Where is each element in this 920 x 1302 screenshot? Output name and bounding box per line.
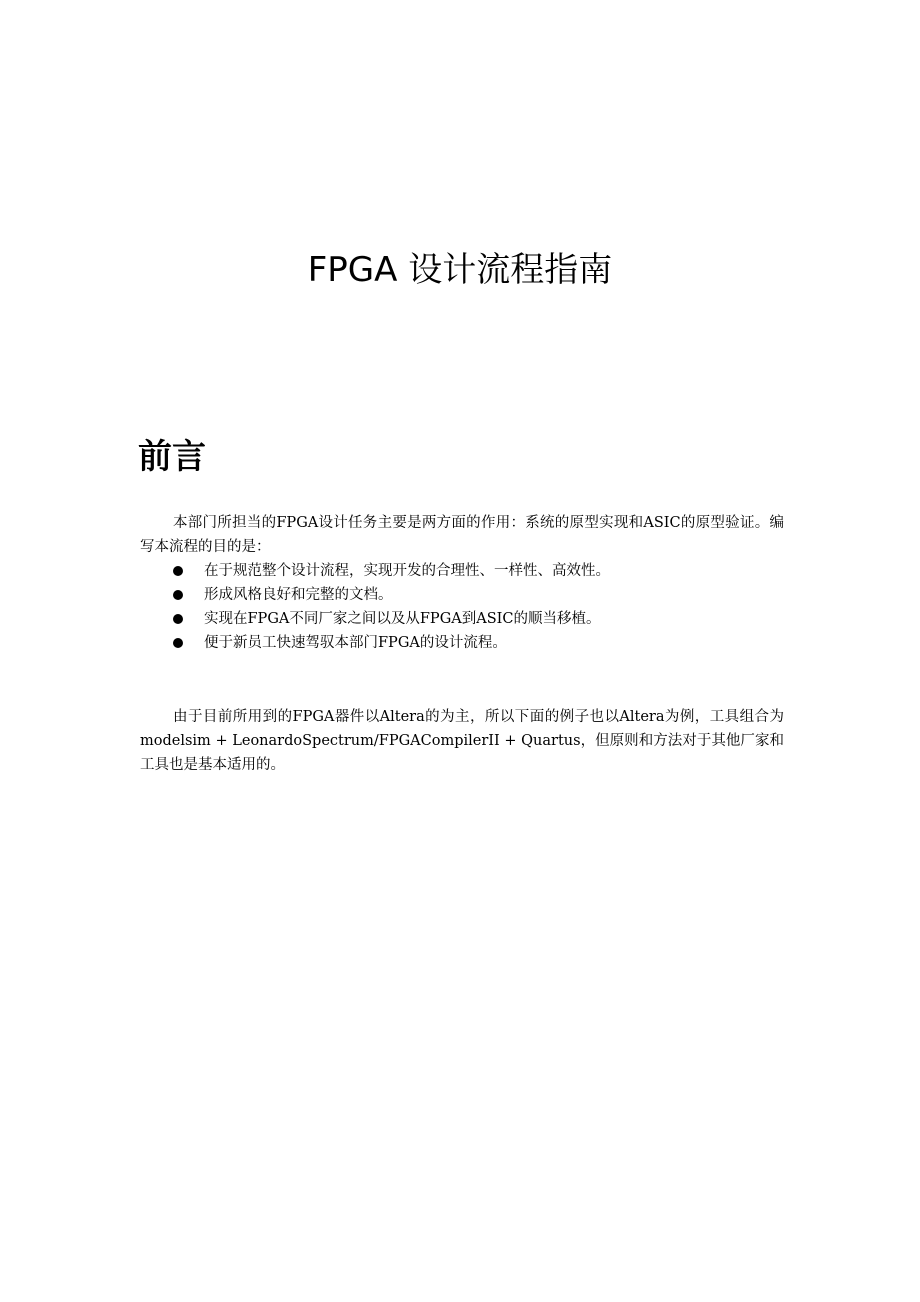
bullet-icon	[173, 638, 183, 648]
intro-paragraph: 本部门所担当的FPGA设计任务主要是两方面的作用：系统的原型实现和ASIC的原型验证。编写本流程的目的是：	[140, 515, 784, 555]
list-item	[140, 631, 784, 655]
list-item-text: 形成风格良好和完整的文档。	[204, 587, 393, 603]
list-item	[140, 607, 784, 631]
section-heading-preface: 前言	[138, 437, 206, 477]
purpose-bullet-list	[140, 559, 784, 655]
bullet-icon	[173, 614, 183, 624]
tools-paragraph: 由于目前所用到的FPGA器件以Altera的为主，所以下面的例子也以Altera为例，工具组合为 modelsim + LeonardoSpectrum/FPGACompilerII + Quartus，但原则和方法对于其他厂家和工具也是基本适用的。	[140, 709, 784, 773]
list-item-text: 实现在FPGA不同厂家之间以及从FPGA到ASIC的顺当移植。	[204, 611, 601, 627]
list-item	[140, 559, 784, 583]
list-item-text: 在于规范整个设计流程，实现开发的合理性、一样性、高效性。	[204, 563, 610, 579]
bullet-icon	[173, 566, 183, 576]
list-item	[140, 583, 784, 607]
document-title: FPGA 设计流程指南	[307, 250, 613, 290]
bullet-icon	[173, 590, 183, 600]
list-item-text: 便于新员工快速驾驭本部门FPGA的设计流程。	[204, 635, 507, 651]
